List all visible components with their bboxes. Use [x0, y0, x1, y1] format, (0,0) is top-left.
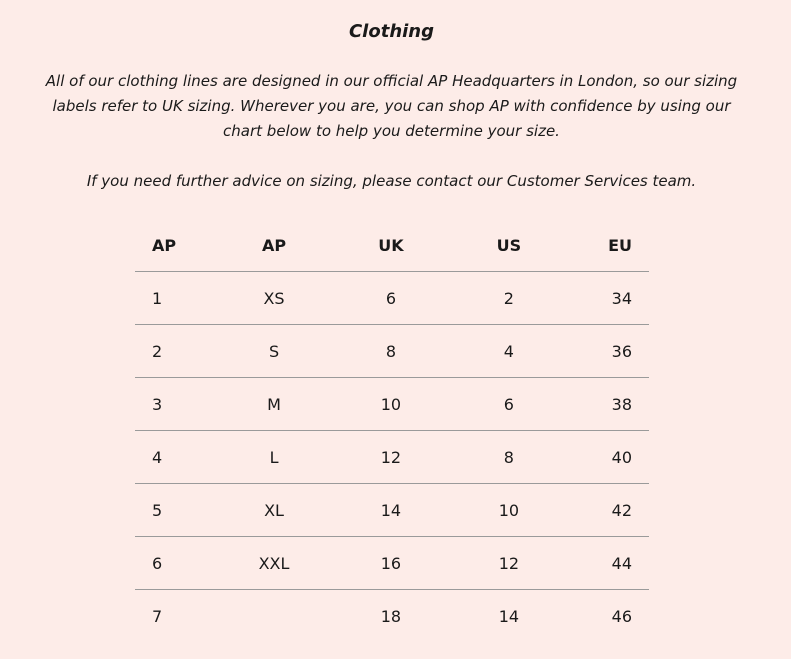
table-row	[135, 484, 649, 537]
cell-uk: 18	[380, 606, 402, 626]
cell-ap-number: 1	[135, 272, 216, 325]
cell-uk: 8	[332, 325, 450, 378]
cell-us: 12	[450, 537, 568, 590]
size-chart-table	[135, 219, 649, 642]
intro-text: All of our clothing lines are designed in our official AP Headquarters in London, so our sizing labels refer to UK sizing. Wherever you are, you can shop AP with confidence by using our chart below to help you determine your size.	[45, 72, 738, 140]
header-ap-letter: AP	[216, 219, 332, 272]
cell-us: 10	[450, 484, 568, 537]
cell-uk: 6	[332, 272, 450, 325]
header-eu: EU	[568, 219, 649, 272]
header-ap-number: AP	[135, 219, 216, 272]
table-row	[135, 378, 649, 431]
cell-ap-letter: XS	[216, 272, 332, 325]
page-title: Clothing	[348, 21, 435, 42]
cell-uk: 16	[332, 537, 450, 590]
cell-ap-letter: XL	[216, 484, 332, 537]
cell-ap-number: 2	[135, 325, 216, 378]
cell-eu: 40	[568, 431, 649, 484]
cell-ap-letter: M	[216, 378, 332, 431]
cell-ap-number: 4	[135, 431, 216, 484]
cell-eu: 46	[611, 606, 632, 626]
cell-us: 6	[450, 378, 568, 431]
cell-us: 4	[450, 325, 568, 378]
cell-eu: 34	[568, 272, 649, 325]
cell-us: 8	[450, 431, 568, 484]
cell-ap-number: 6	[135, 537, 216, 590]
table-row	[135, 272, 649, 325]
table-row	[135, 431, 649, 484]
cell-us: 2	[450, 272, 568, 325]
cell-ap-letter: S	[216, 325, 332, 378]
cell-us: 14	[498, 606, 520, 626]
cell-eu: 36	[568, 325, 649, 378]
cell-ap-letter	[216, 590, 332, 643]
advice-text: If you need further advice on sizing, please contact our Customer Services team.	[86, 172, 697, 190]
cell-uk: 12	[332, 431, 450, 484]
cell-ap-letter: XXL	[216, 537, 332, 590]
cell-eu: 42	[568, 484, 649, 537]
cell-uk: 14	[332, 484, 450, 537]
cell-eu: 44	[568, 537, 649, 590]
table-row	[135, 537, 649, 590]
cell-ap-letter: L	[216, 431, 332, 484]
table-row	[135, 590, 649, 643]
header-uk: UK	[332, 219, 450, 272]
size-chart-header	[135, 219, 649, 272]
header-us: US	[450, 219, 568, 272]
cell-ap-number: 5	[135, 484, 216, 537]
cell-uk: 10	[332, 378, 450, 431]
header-row	[135, 219, 649, 272]
cell-ap-number: 3	[135, 378, 216, 431]
size-chart-body	[135, 272, 649, 643]
table-row	[135, 325, 649, 378]
cell-ap-number: 7	[152, 606, 163, 626]
cell-eu: 38	[568, 378, 649, 431]
